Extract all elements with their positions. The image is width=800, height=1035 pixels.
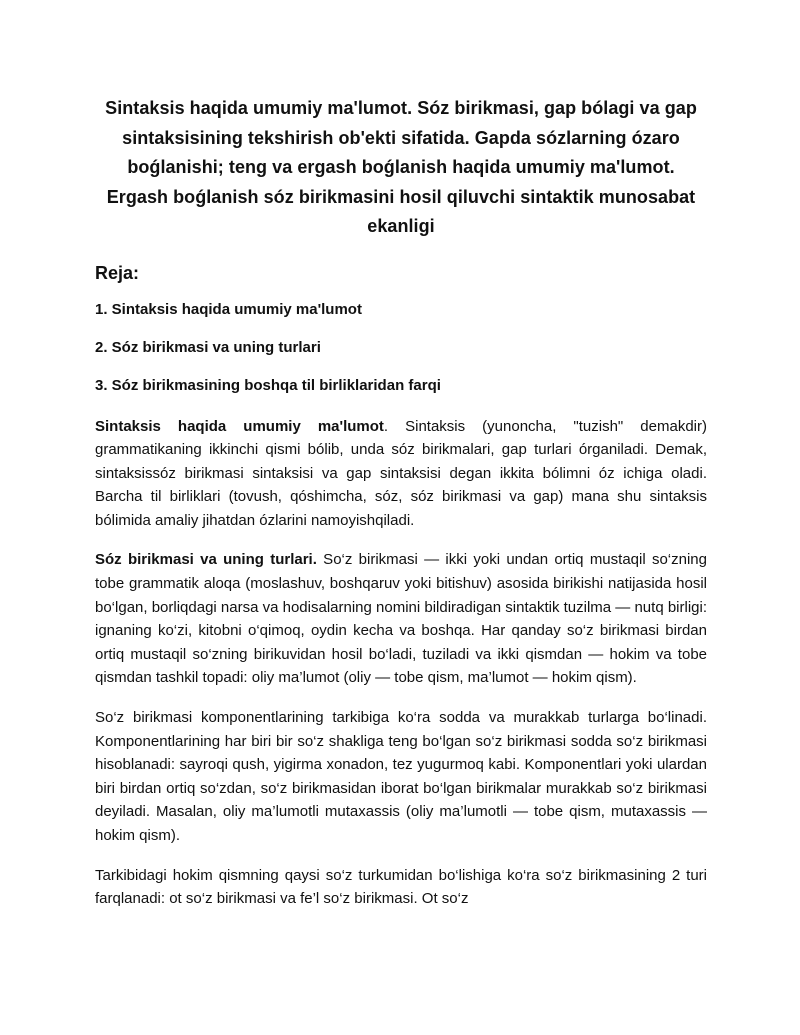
plan-item-2: 2. Sóz birikmasi va uning turlari [95, 338, 321, 356]
paragraph-text: Tarkibidagi hokim qismning qaysi so‘z turkumidan bo‘lishiga ko‘ra so‘z birikmasining 2 turi farqlanadi: ot so‘z birikmasi va fe’l so‘z birikmasi. Ot so‘z [95, 866, 707, 908]
paragraph-text: . Sintaksis (yunoncha, "tuzish" demakdir) grammatikaning ikkinchi qismi bólib, unda sóz birikmalari, gap turlari órganiladi. Demak, sintaksissóz birikmasi sintaksisi va gap sintaksisi degan ikkita bólimni óz ichiga oladi. Barcha til birliklari (tovush, qóshimcha, sóz, sóz birikmasi va gap) mana shu sintaksis bólimida amaliy jihatdan ózlarini namoyishqiladi. [95, 417, 707, 529]
paragraph-lead: Sintaksis haqida umumiy ma'lumot [95, 417, 384, 435]
plan-item-1: 1. Sintaksis haqida umumiy ma'lumot [95, 300, 362, 318]
paragraph-lead: Sóz birikmasi va uning turlari. [95, 551, 317, 569]
document-title: Sintaksis haqida umumiy ma'lumot. Sóz birikmasi, gap bólagi va gap sintaksisining tekshirish ob'ekti sifatida. Gapda sózlarning ózaro boǵlanishi; teng va ergash boǵlanish haqida umumiy ma'lumot. Ergash boǵlanish sóz birikmasini hosil qiluvchi sintaktik munosabat ekanligi [105, 98, 697, 236]
paragraph-text: So‘z birikmasi komponentlarining tarkibiga ko‘ra sodda va murakkab turlarga bo‘linadi. Komponentlarining har biri bir so‘z shakliga teng bo‘lgan so‘z birikmasi sodda so‘z birikmasi hisoblanadi: sayroqi qush, yigirma xonadon, tez yugurmoq kabi. Komponentlari yoki ulardan biri birdan ortiq so‘zdan, so‘z birikmasidan iborat bo‘lgan birikmalar murakkab so‘z birikmasi deyiladi. Masalan, oliy ma’lumotli mutaxassis (oliy ma’lumotli — tobe qism, mutaxassis — hokim qism). [95, 709, 707, 844]
paragraph-sintaksis [95, 415, 707, 533]
plan-item-3: 3. Sóz birikmasining boshqa til birliklaridan farqi [95, 376, 441, 394]
paragraph-text: So‘z birikmasi — ikki yoki undan ortiq mustaqil so‘zning tobe grammatik aloqa (moslashuv, boshqaruv yoki bitishuv) asosida birikishi natijasida hosil bo‘lgan, borliqdagi narsa va hodisalarning nomini bildiradigan sintaktik tuzilma — nutq birligi: ignaning ko‘zi, kitobni o‘qimoq, oydin kecha va boshqa. Har qanday so‘z birikmasi birdan ortiq mustaqil so‘zning birikuvidan hosil bo‘ladi, tuziladi va ikki qismdan — hokim va tobe qismdan tashkil topadi: oliy ma’lumot (oliy — tobe qism, ma’lumot — hokim qism). [95, 551, 708, 687]
paragraph-komponentlar [95, 706, 707, 848]
paragraph-soz-birikmasi [95, 548, 707, 690]
plan-heading: Reja: [95, 262, 140, 283]
paragraph-hokim-qism [95, 864, 707, 911]
document-page [95, 94, 707, 911]
